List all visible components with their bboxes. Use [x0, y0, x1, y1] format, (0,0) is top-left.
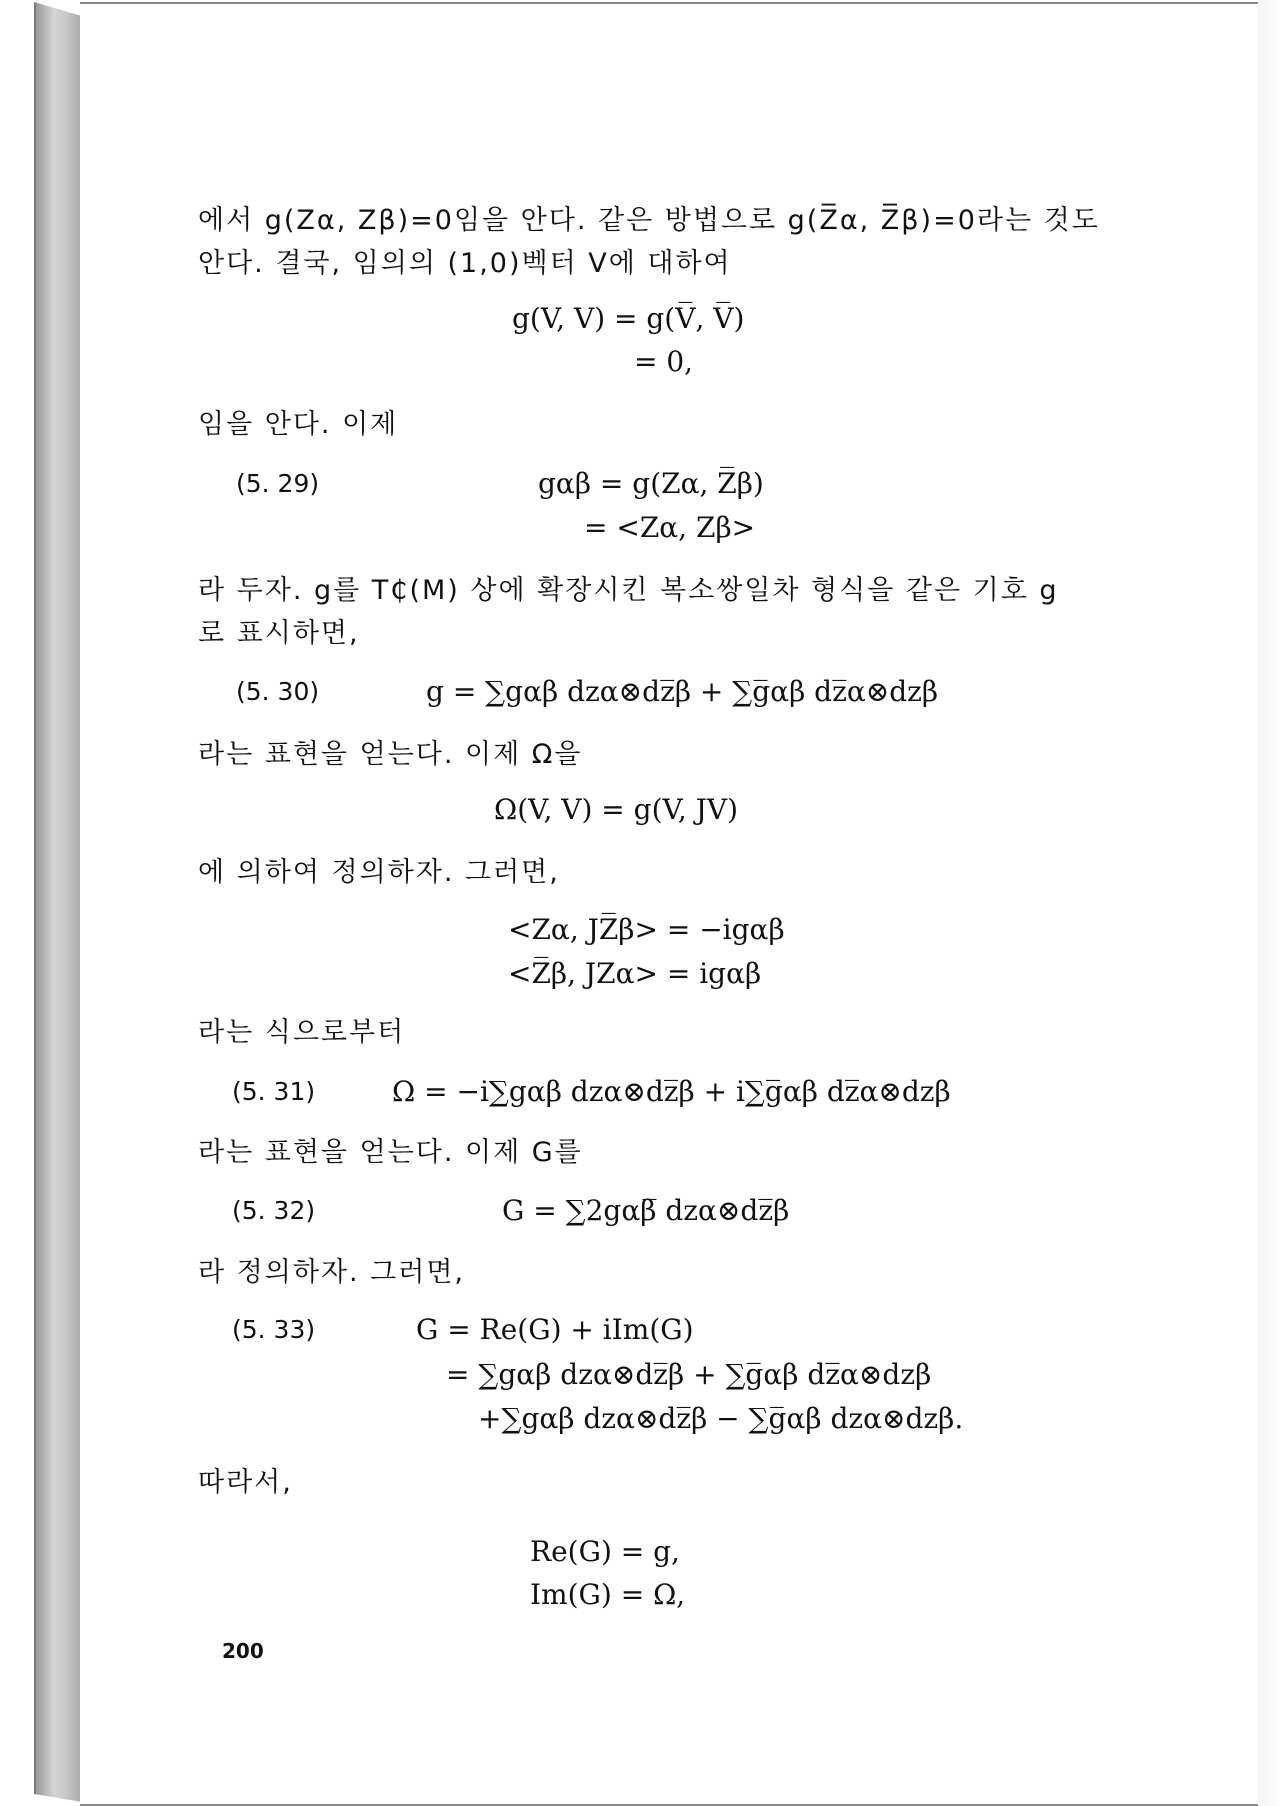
text-line-2: 안다. 결국, 임의의 (1,0)벡터 V에 대하여: [198, 248, 732, 279]
text-line-8: 라는 식으로부터: [198, 1017, 406, 1048]
equation-line: g(V, V) = g(V̅, V̅): [512, 302, 745, 335]
equation-5-29: gαβ = g(Zα, Z̅β): [538, 467, 764, 500]
equation-number-5-33: (5. 33): [232, 1315, 316, 1344]
text-line-1: 에서 g(Zα, Zβ)=0임을 안다. 같은 방법으로 g(Z̅α, Z̅β)=0라는 것도: [198, 205, 1100, 236]
equation-line: Re(G) = g,: [530, 1535, 680, 1568]
text-line-9: 라는 표현을 얻는다. 이제 G를: [198, 1137, 583, 1168]
equation-number-5-30: (5. 30): [236, 677, 320, 706]
equation-line: = ∑gαβ dzα⊗dz̅β + ∑g̅αβ dz̅α⊗dzβ: [446, 1358, 932, 1391]
text-line-7: 에 의하여 정의하자. 그러면,: [198, 857, 560, 888]
equation-5-32: G = ∑2gαβ̅ dzα⊗dz̅β: [502, 1194, 790, 1227]
text-line-5: 로 표시하면,: [198, 618, 360, 649]
page-right-margin: [1258, 0, 1281, 1806]
equation-5-30: g = ∑gαβ dzα⊗dz̅β + ∑g̅αβ dz̅α⊗dzβ: [426, 675, 939, 708]
equation-5-33: G = Re(G) + iIm(G): [416, 1313, 694, 1346]
book-spine-edge: [34, 2, 82, 1802]
equation-line: <Z̅β, JZα> = igαβ: [508, 957, 762, 990]
text-line-10: 라 정의하자. 그러면,: [198, 1257, 465, 1288]
equation-line: Im(G) = Ω,: [530, 1578, 686, 1611]
equation-number-5-32: (5. 32): [232, 1196, 316, 1225]
text-line-3: 임을 안다. 이제: [198, 409, 399, 440]
text-line-11: 따라서,: [198, 1467, 293, 1498]
equation-5-31: Ω = −i∑gαβ dzα⊗dz̅β + i∑g̅αβ dz̅α⊗dzβ: [392, 1075, 951, 1108]
equation-number-5-29: (5. 29): [236, 469, 320, 498]
text-line-4: 라 두자. g를 T₵(M) 상에 확장시킨 복소쌍일차 형식을 같은 기호 g: [198, 575, 1059, 606]
equation-line: <Zα, JZ̅β> = −igαβ: [508, 913, 785, 946]
equation-line: = 0,: [634, 345, 694, 378]
page-number: 200: [222, 1639, 264, 1663]
text-line-6: 라는 표현을 얻는다. 이제 Ω을: [198, 739, 583, 770]
equation-number-5-31: (5. 31): [232, 1077, 316, 1106]
equation-line: +∑gαβ dzα⊗dz̅β − ∑g̅αβ dzα⊗dzβ.: [478, 1402, 964, 1435]
equation-line: = <Zα, Zβ>: [584, 511, 756, 544]
equation-omega-def: Ω(V, V) = g(V, JV): [494, 793, 739, 826]
